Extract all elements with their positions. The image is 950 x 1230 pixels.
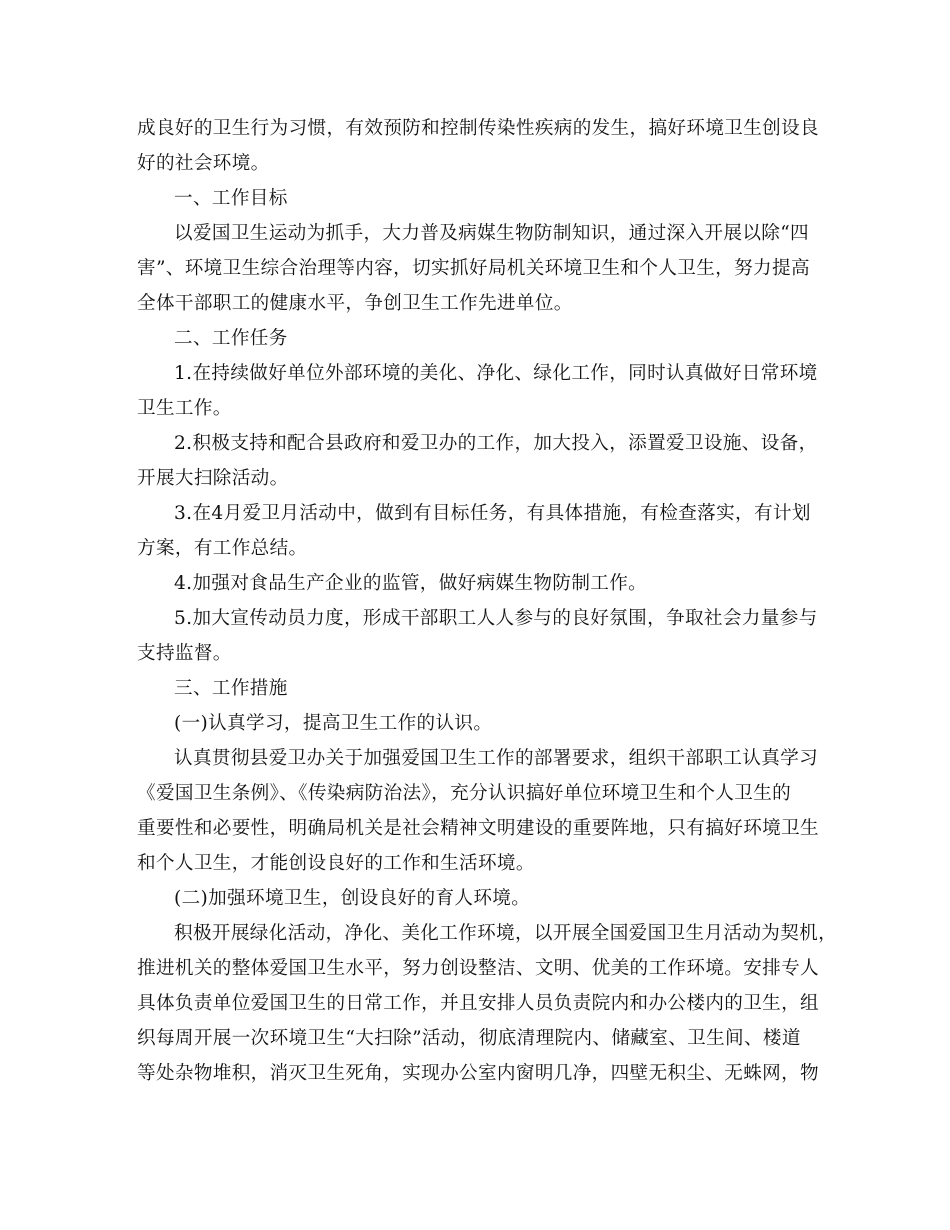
- text-line: 支持监督。: [137, 643, 232, 664]
- text-line: 积极开展绿化活动，净化、美化工作环境，以开展全国爱国卫生月活动为契机，: [174, 923, 838, 944]
- text-line: 2.积极支持和配合县政府和爱卫办的工作，加大投入，添置爱卫设施、设备，: [174, 433, 818, 454]
- text-line: 等处杂物堆积，消灭卫生死角，实现办公室内窗明几净，四壁无积尘、无蛛网，物: [137, 1063, 819, 1084]
- text-line: 3.在4月爱卫月活动中，做到有目标任务，有具体措施，有检查落实，有计划: [174, 503, 811, 524]
- text-line: 成良好的卫生行为习惯，有效预防和控制传染性疾病的发生，搞好环境卫生创设良: [137, 118, 819, 139]
- text-line: 《爱国卫生条例》、《传染病防治法》，充分认识搞好单位环境卫生和个人卫生的: [137, 783, 792, 804]
- section-heading: 三、工作措施: [174, 678, 288, 699]
- text-line: 推进机关的整体爱国卫生水平，努力创设整洁、文明、优美的工作环境。安排专人: [137, 958, 819, 979]
- text-line: 5.加大宣传动员力度，形成干部职工人人参与的良好氛围，争取社会力量参与: [174, 608, 818, 629]
- text-line: 方案，有工作总结。: [137, 538, 308, 559]
- subsection-heading: (二)加强环境卫生，创设良好的育人环境。: [174, 888, 531, 909]
- section-heading: 二、工作任务: [174, 328, 288, 349]
- text-line: 害”、环境卫生综合治理等内容，切实抓好局机关环境卫生和个人卫生，努力提高: [137, 258, 810, 279]
- text-line: 认真贯彻县爱卫办关于加强爱国卫生工作的部署要求，组织干部职工认真学习: [174, 748, 819, 769]
- text-line: 重要性和必要性，明确局机关是社会精神文明建设的重要阵地，只有搞好环境卫生: [137, 818, 819, 839]
- text-line: 全体干部职工的健康水平，争创卫生工作先进单位。: [137, 293, 573, 314]
- text-line: 1.在持续做好单位外部环境的美化、净化、绿化工作，同时认真做好日常环境: [174, 363, 818, 384]
- text-line: 卫生工作。: [137, 398, 232, 419]
- text-line: 和个人卫生，才能创设良好的工作和生活环境。: [137, 853, 535, 874]
- text-line: 具体负责单位爱国卫生的日常工作，并且安排人员负责院内和办公楼内的卫生，组: [137, 993, 819, 1014]
- subsection-heading: (一)认真学习，提高卫生工作的认识。: [174, 713, 493, 734]
- text-line: 好的社会环境。: [137, 153, 270, 174]
- text-line: 开展大扫除活动。: [137, 468, 289, 489]
- text-line: 织每周开展一次环境卫生“大扫除”活动，彻底清理院内、储藏室、卫生间、楼道: [137, 1028, 801, 1049]
- section-heading: 一、工作目标: [174, 188, 288, 209]
- text-line: 4.加强对食品生产企业的监管，做好病媒生物防制工作。: [174, 573, 648, 594]
- text-line: 以爱国卫生运动为抓手，大力普及病媒生物防制知识，通过深入开展以除“四: [174, 223, 810, 244]
